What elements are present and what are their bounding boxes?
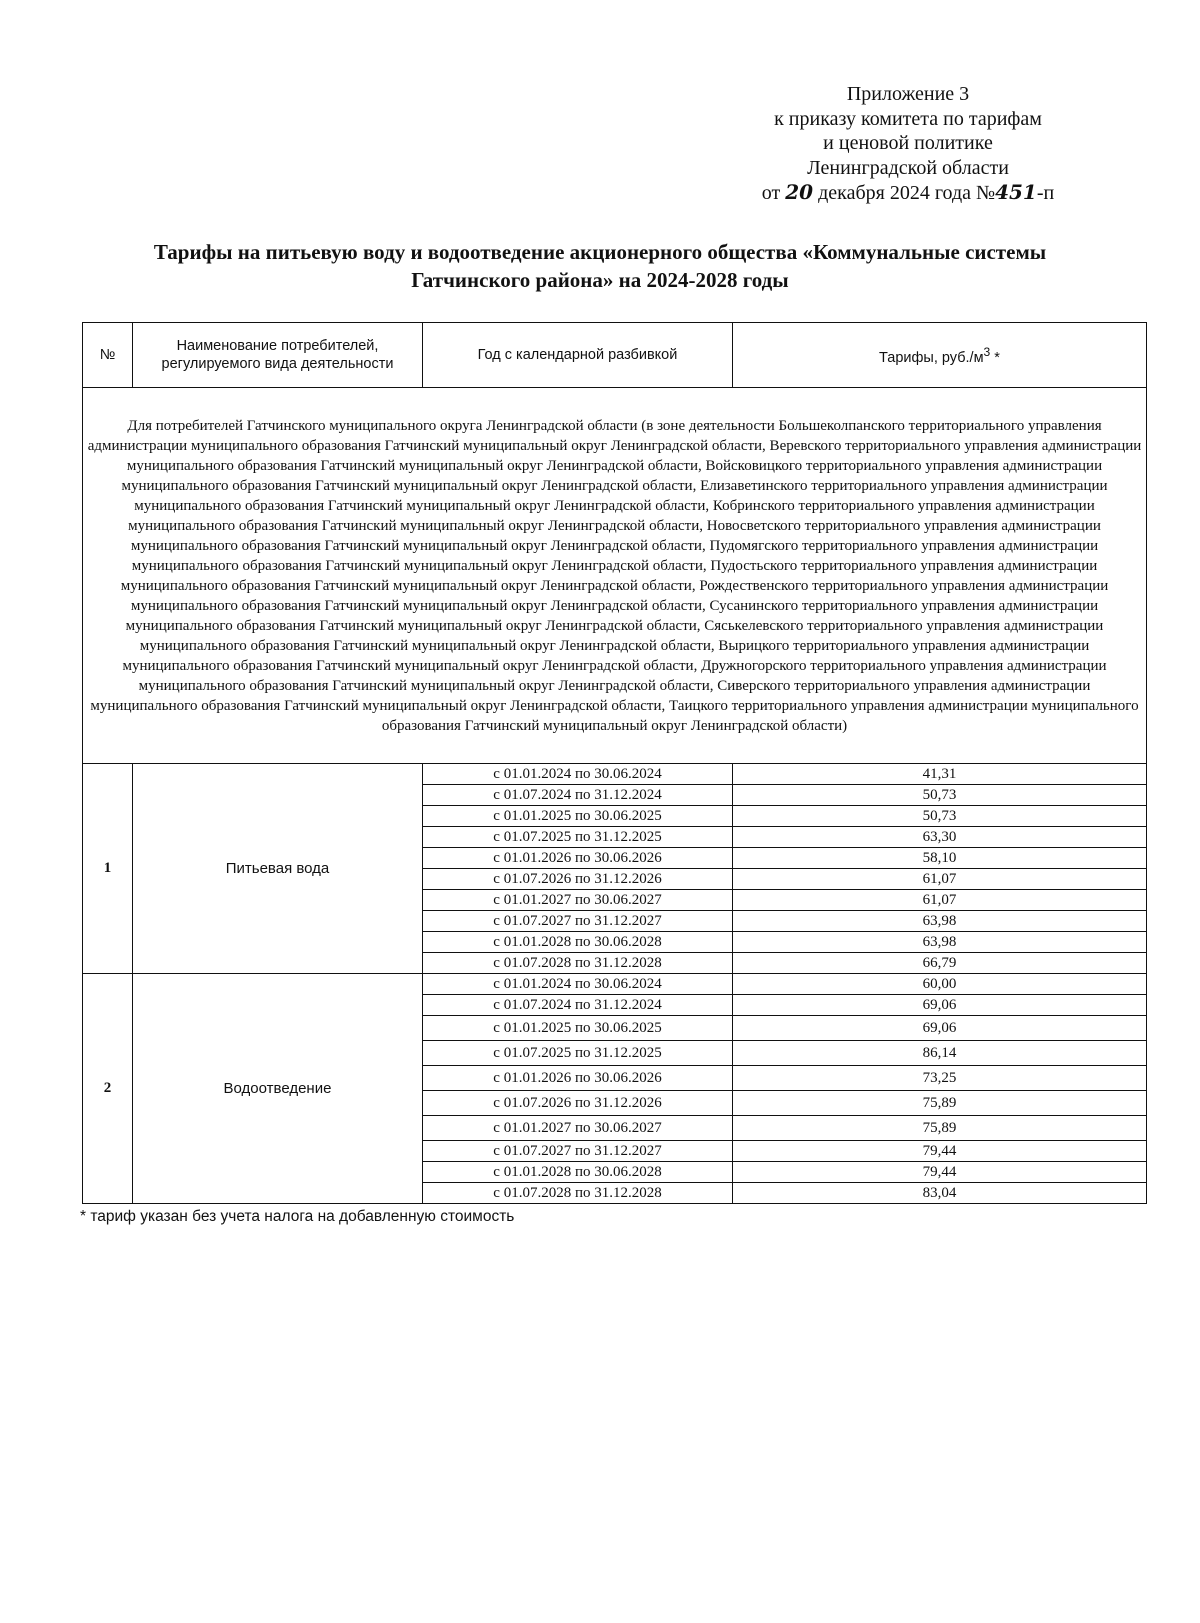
period-cell: с 01.01.2028 по 30.06.2028 — [423, 932, 733, 953]
tariff-cell: 79,44 — [733, 1162, 1147, 1183]
tariff-cell: 50,73 — [733, 785, 1147, 806]
title-line-2: Гатчинского района» на 2024-2028 годы — [411, 268, 789, 292]
group-num: 2 — [83, 974, 133, 1204]
period-cell: с 01.07.2027 по 31.12.2027 — [423, 1141, 733, 1162]
period-cell: с 01.01.2026 по 30.06.2026 — [423, 848, 733, 869]
date-prefix: от — [761, 182, 781, 204]
period-cell: с 01.07.2026 по 31.12.2026 — [423, 869, 733, 890]
period-cell: с 01.07.2028 по 31.12.2028 — [423, 1183, 733, 1204]
tariff-cell: 83,04 — [733, 1183, 1147, 1204]
tariff-cell: 69,06 — [733, 995, 1147, 1016]
period-cell: с 01.01.2024 по 30.06.2024 — [423, 764, 733, 785]
header-tariff-label: Тарифы, руб./м — [879, 349, 984, 366]
header-name: Наименование потребителей, регулируемого вида деятельности — [133, 323, 423, 388]
tariff-cell: 75,89 — [733, 1116, 1147, 1141]
tariff-cell: 63,98 — [733, 932, 1147, 953]
tariff-cell: 61,07 — [733, 869, 1147, 890]
table-header-row — [83, 323, 1147, 388]
period-cell: с 01.07.2027 по 31.12.2027 — [423, 911, 733, 932]
period-cell: с 01.07.2026 по 31.12.2026 — [423, 1091, 733, 1116]
group-name: Водоотведение — [133, 974, 423, 1204]
tariff-cell: 50,73 — [733, 806, 1147, 827]
footnote: * тариф указан без учета налога на добавленную стоимость — [80, 1208, 515, 1225]
period-cell: с 01.07.2025 по 31.12.2025 — [423, 1041, 733, 1066]
period-cell: с 01.01.2027 по 30.06.2027 — [423, 1116, 733, 1141]
header-tariff-star: * — [990, 349, 1000, 366]
consumer-description: Для потребителей Гатчинского муниципального округа Ленинградской области (в зоне деятельности Большеколпанского территориального управления администрации муниципального образования Гатчинский муниципальный округ Ленинградской области, Веревского территориального управления администрации муниципального образования Гатчинский муниципальный округ Ленинградской области, Войсковицкого территориального управления администрации муниципального образования Гатчинский муниципальный округ Ленинградской области, Елизаветинского территориального управления администрации муниципального образования Гатчинский муниципальный округ Ленинградской области, Кобринского территориального управления администрации муниципального образования Гатчинский муниципальный округ Ленинградской области, Новосветского территориального управления администрации муниципального образования Гатчинский муниципальный округ Ленинградской области, Пудомягского территориального управления администрации муниципального образования Гатчинский муниципальный округ Ленинградской области, Пудостьского территориального управления администрации муниципального образования Гатчинский муниципальный округ Ленинградской области, Рождественского территориального управления администрации муниципального образования Гатчинский муниципальный округ Ленинградской области, Сусанинского территориального управления администрации муниципального образования Гатчинский муниципальный округ Ленинградской области, Сяськелевского территориального управления администрации муниципального образования Гатчинский муниципальный округ Ленинградской области, Вырицкого территориального управления администрации муниципального образования Гатчинский муниципальный округ Ленинградской области, Дружногорского территориального управления администрации муниципального образования Гатчинский муниципальный округ Ленинградской области, Сиверского территориального управления администрации муниципального образования Гатчинский муниципальный округ Ленинградской области, Таицкого территориального управления администрации муниципального образования Гатчинский муниципальный округ Ленинградской области) — [83, 388, 1147, 764]
tariff-cell: 73,25 — [733, 1066, 1147, 1091]
description-row — [83, 388, 1147, 764]
header-tariff — [733, 323, 1147, 388]
appendix-line-3: Ленинградской области — [807, 156, 1009, 179]
document-title — [60, 238, 1140, 294]
header-tariff-sup: 3 — [983, 345, 991, 360]
appendix-line-2: и ценовой политике — [823, 132, 993, 154]
table-row — [83, 974, 1147, 995]
tariff-cell: 86,14 — [733, 1041, 1147, 1066]
date-day: 20 — [785, 180, 814, 204]
table-row — [83, 764, 1147, 785]
period-cell: с 01.01.2027 по 30.06.2027 — [423, 890, 733, 911]
tariff-cell: 41,31 — [733, 764, 1147, 785]
period-cell: с 01.07.2025 по 31.12.2025 — [423, 827, 733, 848]
tariff-cell: 69,06 — [733, 1016, 1147, 1041]
tariff-cell: 79,44 — [733, 1141, 1147, 1162]
group-num: 1 — [83, 764, 133, 974]
appendix-date-line — [728, 180, 1088, 206]
date-rest: декабря 2024 года № — [818, 182, 996, 204]
period-cell: с 01.07.2024 по 31.12.2024 — [423, 995, 733, 1016]
tariff-table — [82, 322, 1147, 1204]
order-suffix: -п — [1036, 182, 1055, 204]
appendix-title: Приложение 3 — [846, 83, 970, 105]
tariff-cell: 58,10 — [733, 848, 1147, 869]
tariff-cell: 63,98 — [733, 911, 1147, 932]
tariff-cell: 61,07 — [733, 890, 1147, 911]
period-cell: с 01.01.2025 по 30.06.2025 — [423, 806, 733, 827]
order-number: 451 — [995, 180, 1037, 204]
period-cell: с 01.01.2026 по 30.06.2026 — [423, 1066, 733, 1091]
period-cell: с 01.01.2024 по 30.06.2024 — [423, 974, 733, 995]
period-cell: с 01.07.2024 по 31.12.2024 — [423, 785, 733, 806]
header-num: № — [83, 323, 133, 388]
period-cell: с 01.01.2028 по 30.06.2028 — [423, 1162, 733, 1183]
tariff-cell: 75,89 — [733, 1091, 1147, 1116]
header-period: Год с календарной разбивкой — [423, 323, 733, 388]
appendix-block — [728, 82, 1088, 206]
period-cell: с 01.07.2028 по 31.12.2028 — [423, 953, 733, 974]
title-line-1: Тарифы на питьевую воду и водоотведение акционерного общества «Коммунальные системы — [153, 240, 1047, 264]
period-cell: с 01.01.2025 по 30.06.2025 — [423, 1016, 733, 1041]
tariff-cell: 66,79 — [733, 953, 1147, 974]
appendix-line-1: к приказу комитета по тарифам — [774, 107, 1042, 130]
group-name: Питьевая вода — [133, 764, 423, 974]
tariff-cell: 60,00 — [733, 974, 1147, 995]
tariff-cell: 63,30 — [733, 827, 1147, 848]
